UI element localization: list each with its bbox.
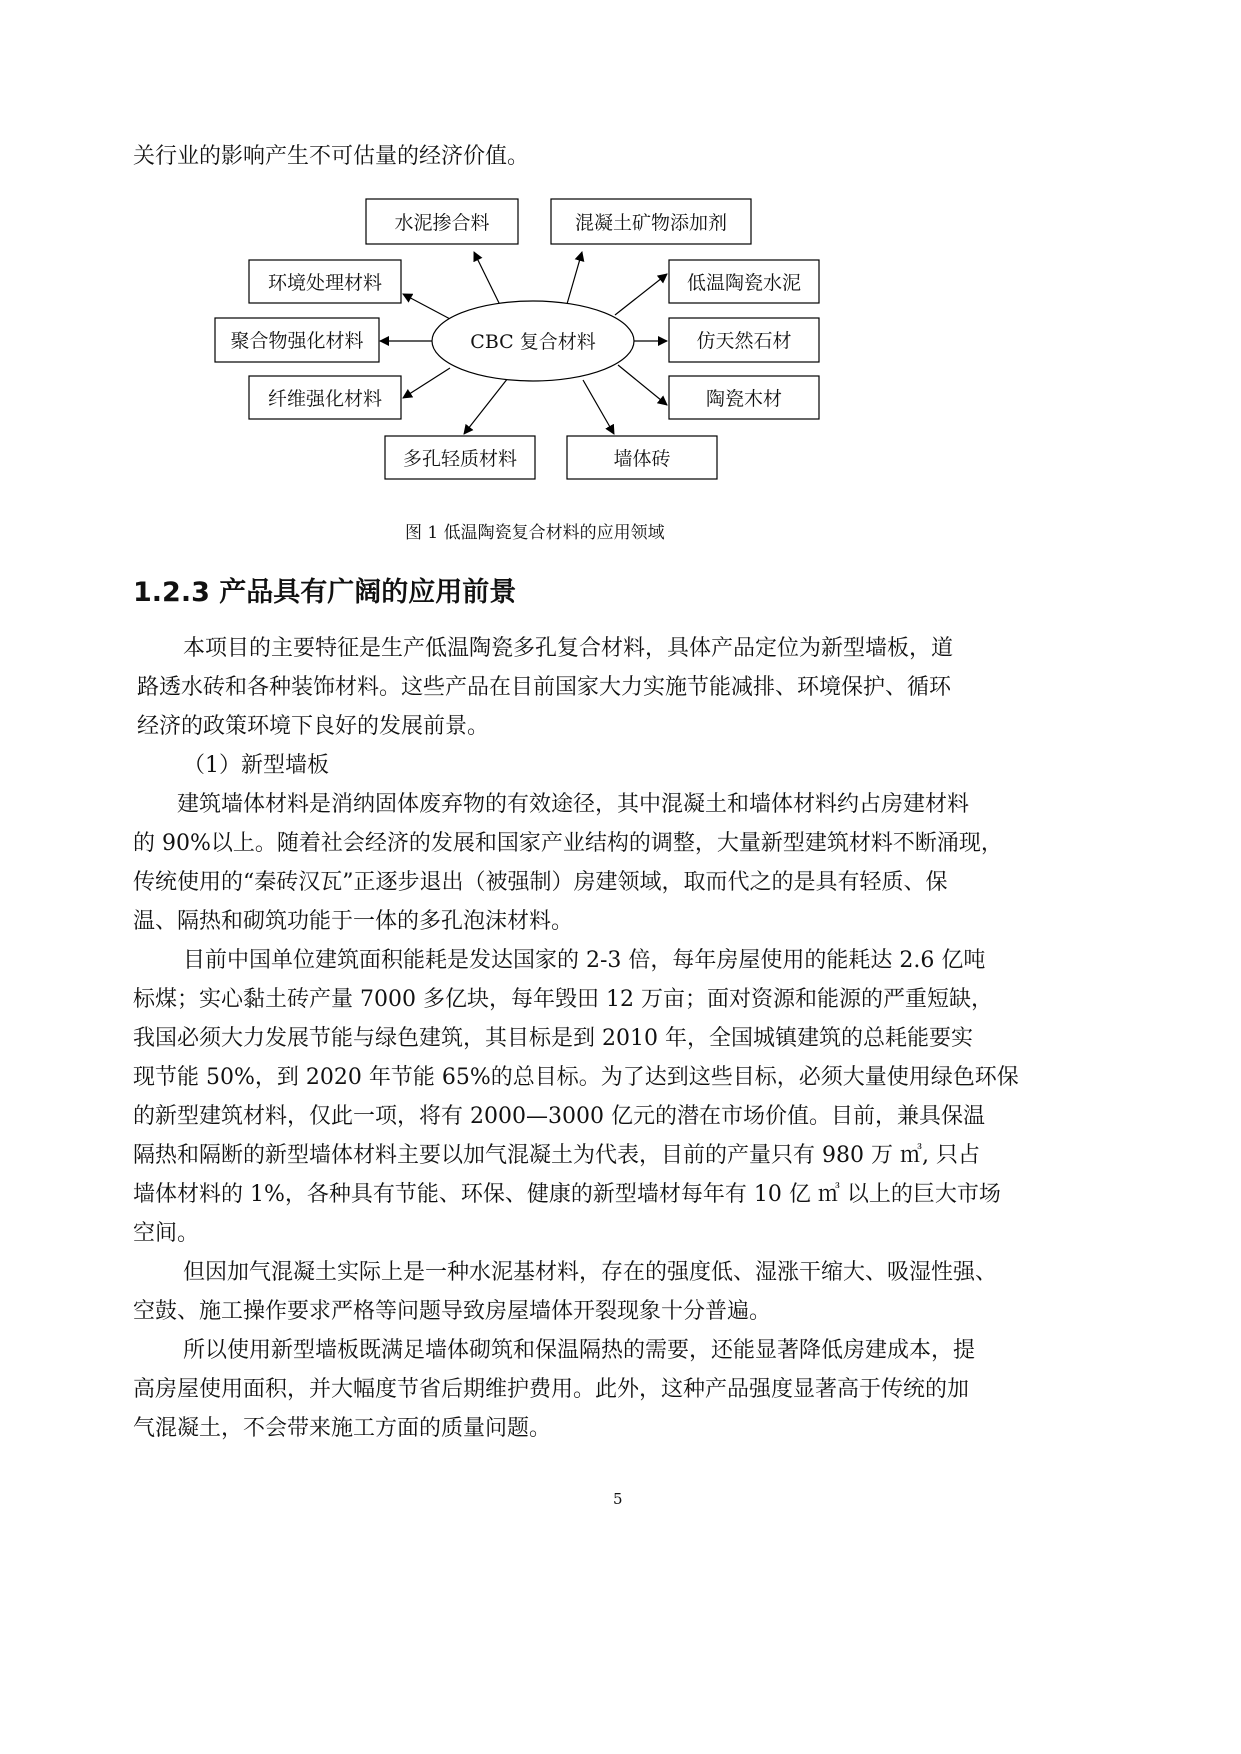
arrow-env-material	[403, 294, 452, 320]
node-porous-label: 多孔轻质材料	[402, 448, 518, 470]
arrow-brick	[583, 380, 614, 434]
paragraph-line: 墙体材料的 1%，各种具有节能、环保、健康的新型墙材每年有 10 亿 ㎥ 以上的巨大市场	[133, 1182, 1001, 1207]
paragraph-line: 的新型建筑材料，仅此一项，将有 2000—3000 亿元的潜在市场价值。目前，兼具保温	[133, 1104, 985, 1129]
node-concrete-admixture-label: 混凝土矿物添加剂	[574, 212, 728, 234]
subheading-new-wallboard: （1）新型墙板	[183, 753, 329, 778]
section-heading: 1.2.3 产品具有广阔的应用前景	[133, 577, 517, 608]
node-fiber-label: 纤维强化材料	[267, 388, 383, 410]
arrow-concrete-admixture	[567, 252, 582, 304]
node-low-temp-cement-label: 低温陶瓷水泥	[686, 272, 802, 294]
paragraph-line: 路透水砖和各种装饰材料。这些产品在目前国家大力实施节能减排、环境保护、循环	[137, 675, 952, 700]
node-ceramic-wood-label: 陶瓷木材	[705, 388, 783, 410]
node-env-material-label: 环境处理材料	[267, 272, 383, 294]
paragraph-line: 但因加气混凝土实际上是一种水泥基材料，存在的强度低、湿涨干缩大、吸湿性强、	[183, 1260, 998, 1285]
center-label: CBC 复合材料	[470, 331, 596, 353]
paragraph-line: 所以使用新型墙板既满足墙体砌筑和保温隔热的需要，还能显著降低房建成本，提	[183, 1338, 976, 1363]
figure-caption: 图 1 低温陶瓷复合材料的应用领域	[405, 523, 665, 543]
node-stone-label: 仿天然石材	[696, 330, 792, 352]
paragraph-line: 隔热和隔断的新型墙体材料主要以加气混凝土为代表，目前的产量只有 980 万 ㎥, 只占	[133, 1143, 980, 1168]
arrow-low-temp-cement	[615, 274, 667, 315]
continuation-line: 关行业的影响产生不可估量的经济价值。	[133, 144, 530, 169]
paragraph-line: 传统使用的“秦砖汉瓦”正逐步退出（被强制）房建领域，取而代之的是具有轻质、保	[133, 870, 948, 895]
paragraph-line: 建筑墙体材料是消纳固体废弃物的有效途径，其中混凝土和墙体材料约占房建材料	[177, 792, 970, 817]
arrow-cement-additive	[474, 252, 500, 305]
paragraph-line: 我国必须大力发展节能与绿色建筑，其目标是到 2010 年，全国城镇建筑的总耗能要实	[133, 1026, 973, 1051]
arrow-ceramic-wood	[618, 365, 667, 405]
node-brick-label: 墙体砖	[613, 448, 671, 470]
paragraph-line: 温、隔热和砌筑功能于一体的多孔泡沫材料。	[133, 909, 574, 934]
paragraph-line: 高房屋使用面积，并大幅度节省后期维护费用。此外，这种产品强度显著高于传统的加	[133, 1377, 970, 1402]
paragraph-line: 标煤；实心黏土砖产量 7000 多亿块，每年毁田 12 万亩；面对资源和能源的严重短缺，	[133, 987, 993, 1012]
page-number: 5	[613, 1490, 623, 1508]
paragraph-line: 本项目的主要特征是生产低温陶瓷多孔复合材料，具体产品定位为新型墙板，道	[183, 636, 954, 661]
paragraph-line: 空间。	[133, 1221, 200, 1246]
paragraph-line: 气混凝土，不会带来施工方面的质量问题。	[133, 1416, 552, 1441]
arrow-fiber	[403, 368, 450, 398]
paragraph-line: 经济的政策环境下良好的发展前景。	[137, 714, 490, 739]
paragraph-line: 目前中国单位建筑面积能耗是发达国家的 2-3 倍，每年房屋使用的能耗达 2.6 亿吨	[183, 948, 986, 973]
arrow-porous	[464, 378, 508, 434]
paragraph-line: 空鼓、施工操作要求严格等问题导致房屋墙体开裂现象十分普遍。	[133, 1299, 772, 1324]
paragraph-line: 现节能 50%，到 2020 年节能 65%的总目标。为了达到这些目标，必须大量使用绿色环保	[133, 1065, 1019, 1090]
node-cement-additive-label: 水泥掺合料	[394, 212, 490, 234]
paragraph-line: 的 90%以上。随着社会经济的发展和国家产业结构的调整，大量新型建筑材料不断涌现，	[133, 831, 1003, 856]
application-diagram	[0, 0, 1241, 560]
node-polymer-label: 聚合物强化材料	[230, 330, 364, 352]
